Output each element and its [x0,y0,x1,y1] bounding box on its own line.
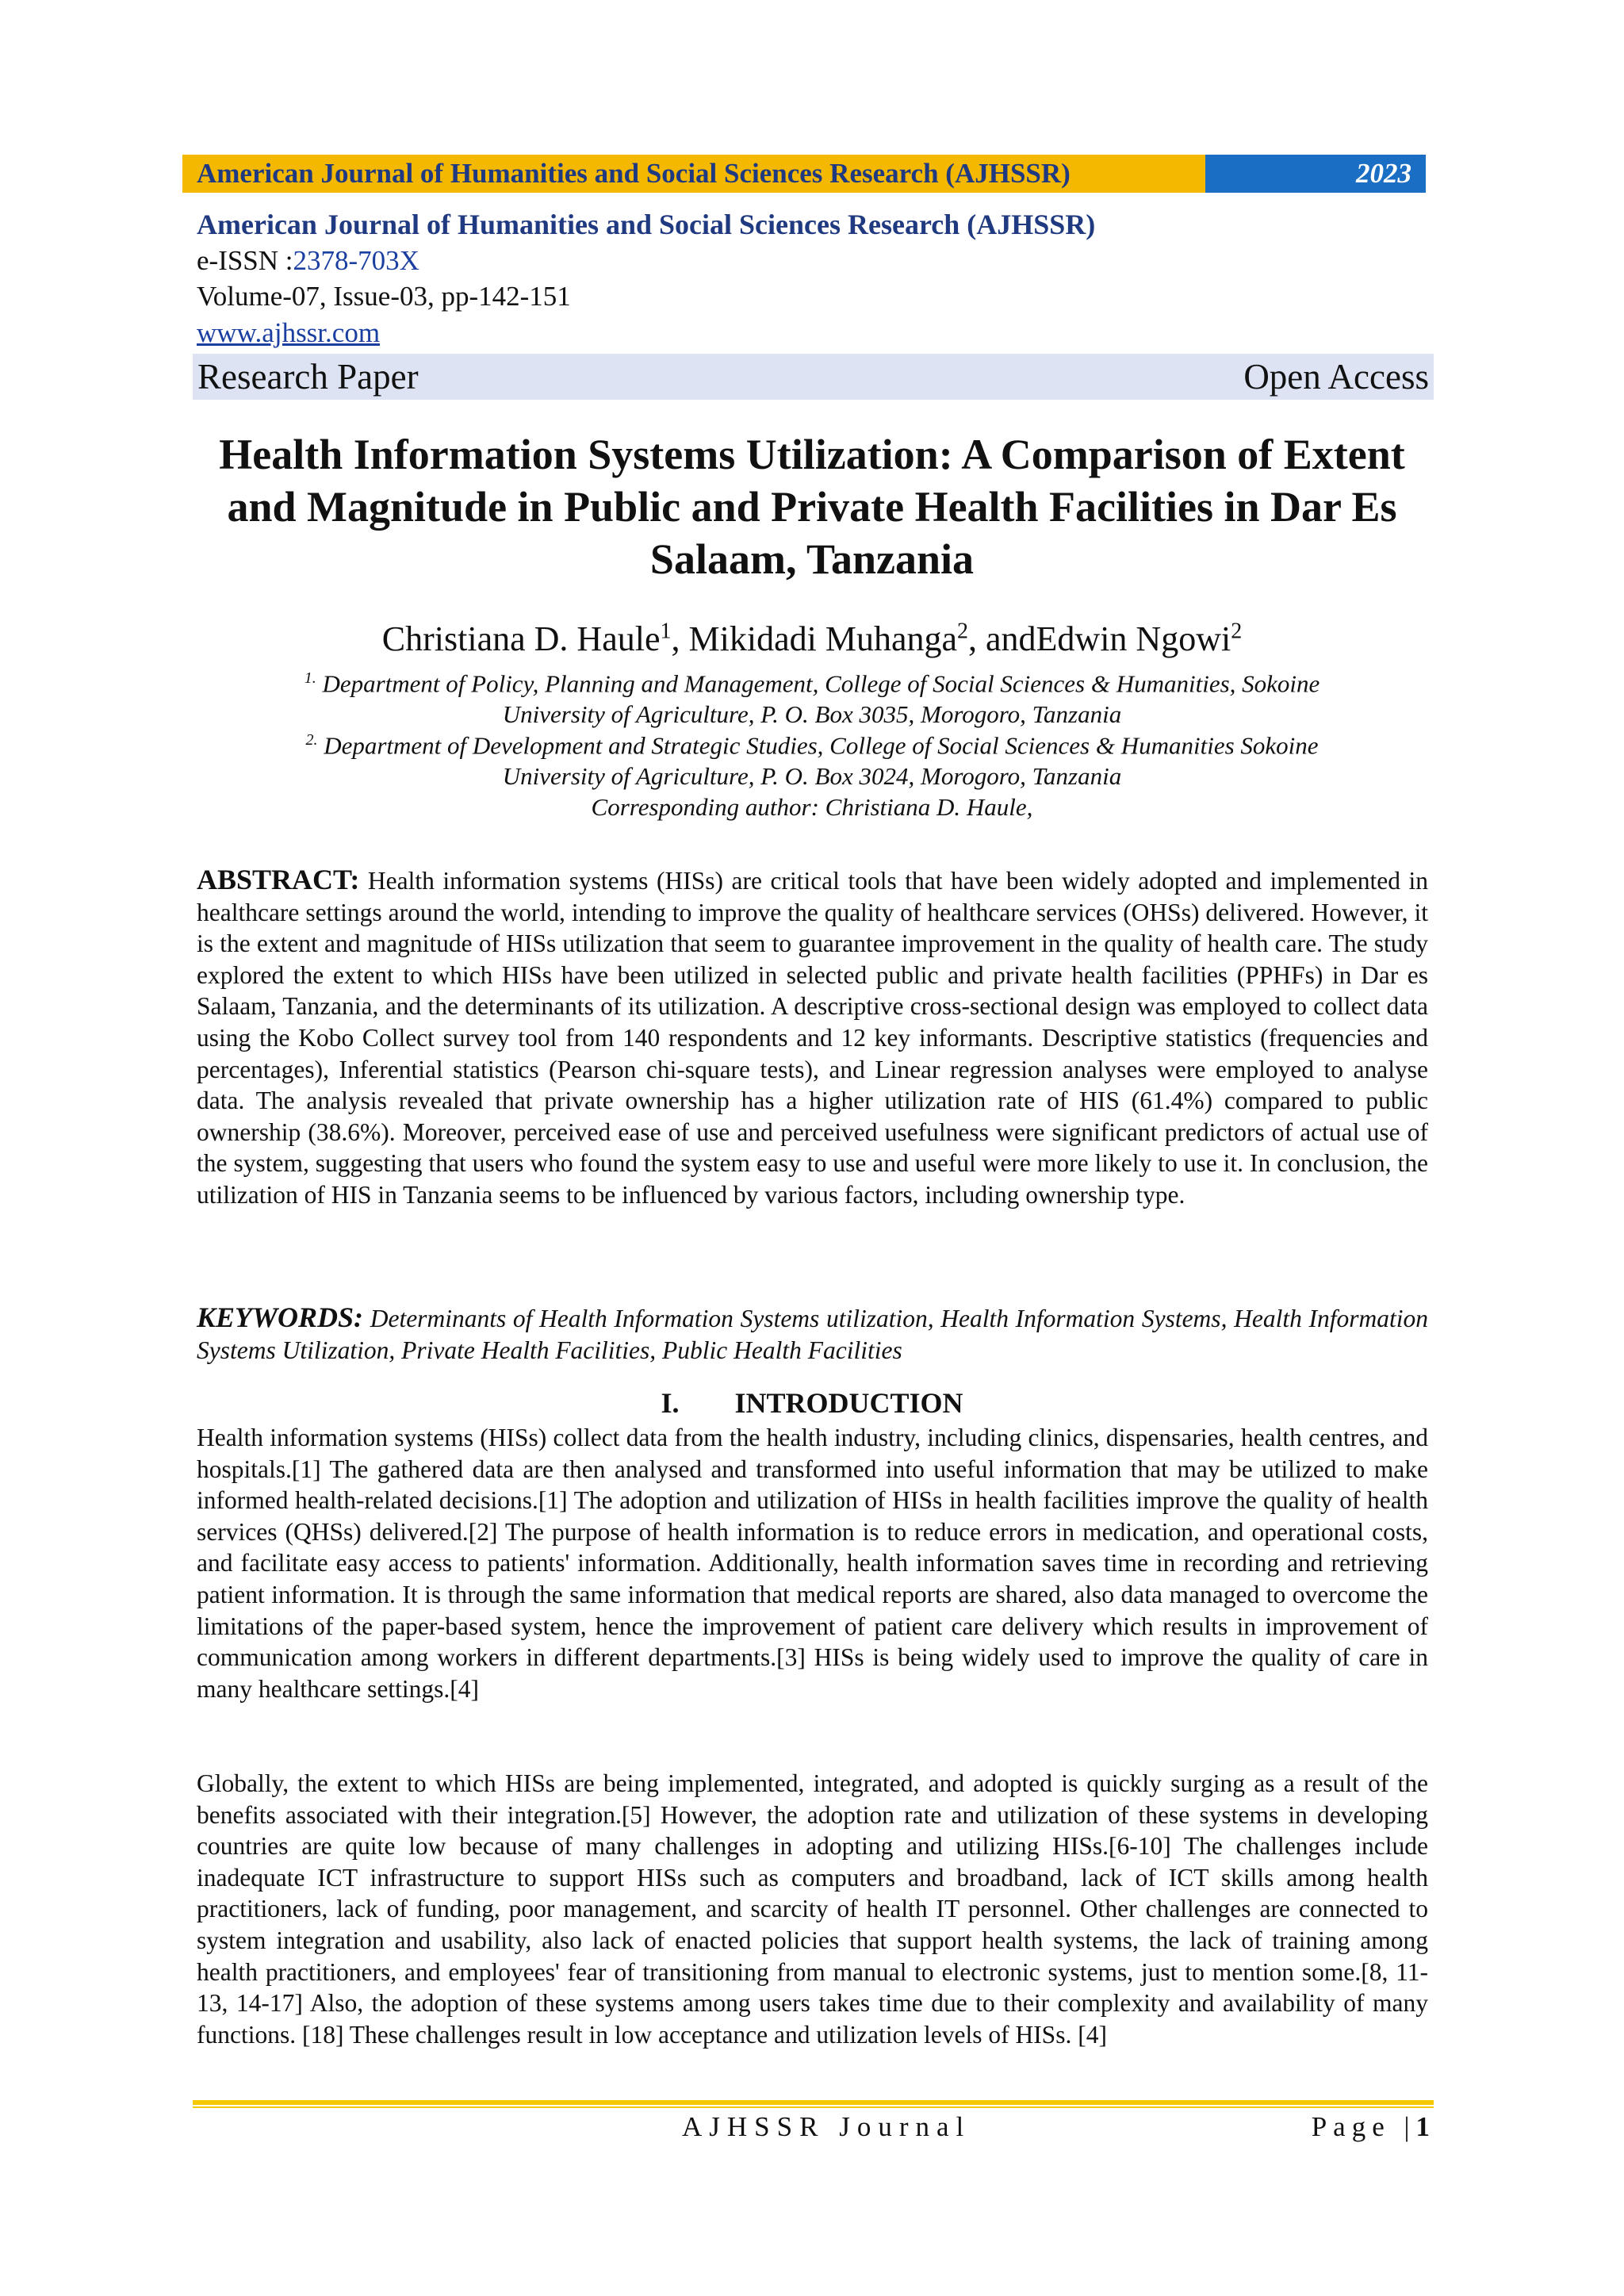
title-line: Health Information Systems Utilization: A Comparison of Extent [219,431,1405,478]
author-list [182,619,1442,659]
title-line: and Magnitude in Public and Private Health Facilities in Dar Es [227,483,1397,531]
section-title: INTRODUCTION [734,1387,963,1419]
footer-journal-name: AJHSSR Journal [682,2111,971,2142]
affiliation-text: University of Agriculture, P. O. Box 3024, Morogoro, Tanzania [502,762,1122,791]
footer-page-number [1312,2111,1430,2143]
title-line: Salaam, Tanzania [649,535,975,583]
article-type-bar [193,354,1434,400]
eissn-value: 2378-703X [293,245,419,276]
header-journal-name: American Journal of Humanities and Social Sciences Research (AJHSSR) [182,155,1205,193]
research-paper-label: Research Paper [197,357,419,397]
author-name: Edwin Ngowi [1036,619,1231,658]
eissn-label: e-ISSN : [197,245,293,276]
corresponding-author: Corresponding author: Christiana D. Haule, [591,793,1033,822]
author-affiliation-marker: 2 [957,619,969,644]
affiliation-1 [182,663,1442,730]
affiliation-text: Department of Development and Strategic Studies, College of Social Sciences & Humanities Sokoine [324,731,1319,760]
open-access-label: Open Access [1243,357,1429,397]
paper-title [182,428,1442,585]
page-label: Page | [1311,2111,1416,2142]
keywords [197,1302,1428,1366]
footer-divider-thin [193,2106,1434,2108]
section-number: I. [661,1387,680,1419]
abstract [197,864,1428,1211]
footer-divider [193,2100,1434,2105]
affiliation-marker: 2. [305,731,318,749]
section-heading [182,1386,1442,1420]
author-affiliation-marker: 2 [1231,619,1243,644]
affiliation-text: University of Agriculture, P. O. Box 3035, Morogoro, Tanzania [502,700,1122,729]
abstract-text: Health information systems (HISs) are critical tools that have been widely adopted and implemented in healthcare settings around the world, intending to improve the quality of healthcare services (OHSs) delivered. However, it is the extent and magnitude of HISs utilization that seem to guarantee improvement in the quality of health care. The study explored the extent to which HISs have been utilized in selected public and private health facilities (PPHFs) in Dar es Salaam, Tanzania, and the determinants of its utilization. A descriptive cross-sectional design was employed to collect data using the Kobo Collect survey tool from 140 respondents and 12 key informants. Descriptive statistics (frequencies and percentages), Inferential statistics (Pearson chi-square tests), and Linear regression analyses were employed to analyse data. The analysis revealed that private ownership has a higher utilization rate of HIS (61.4%) compared to public ownership (38.6%). Moreover, perceived ease of use and perceived usefulness were significant predictors of actual use of the system, suggesting that users who found the system easy to use and useful were more likely to use it. In conclusion, the utilization of HIS in Tanzania seems to be influenced by various factors, including ownership type. [197,867,1429,1209]
website-link[interactable]: www.ajhssr.com [197,317,381,348]
author-separator: , [671,619,689,658]
author-separator: , and [968,619,1036,658]
keywords-text: Determinants of Health Information Systems utilization, Health Information Systems, Health Information Systems Utilization, Private Health Facilities, Public Health Facilities [197,1305,1429,1364]
volume-line: Volume-07, Issue-03, pp-142-151 [197,281,571,312]
affiliation-text: Department of Policy, Planning and Management, College of Social Sciences & Humanities, Sokoine [322,669,1320,698]
header-year: 2023 [1205,155,1426,193]
page-number: 1 [1415,2111,1430,2142]
author-affiliation-marker: 1 [660,619,672,644]
affiliation-marker: 1. [304,669,316,687]
affiliation-2 [182,725,1442,822]
eissn-line [197,245,419,277]
author-name: Mikidadi Muhanga [688,619,958,658]
journal-name: American Journal of Humanities and Social Sciences Research (AJHSSR) [197,209,1096,240]
paragraph: Health information systems (HISs) collect data from the health industry, including clinics, dispensaries, health centres, and hospitals.[1] The gathered data are then analysed and transformed into useful information that may be utilized to make informed health-related decisions.[1] The adoption and utilization of HISs in health facilities improve the quality of health services (QHSs) delivered.[2] The purpose of health information is to reduce errors in medication, and operational costs, and facilitate easy access to patients' information. Additionally, health information saves time in recording and retrieving patient information. It is through the same information that medical reports are shared, also data managed to overcome the limitations of the paper-based system, hence the improvement of patient care delivery which results in improvement of communication among workers in different departments.[3] HISs is being widely used to improve the quality of care in many healthcare settings.[4] [197,1424,1428,1703]
author-name: Christiana D. Haule [381,619,661,658]
abstract-label: ABSTRACT: [197,864,360,895]
paragraph: Globally, the extent to which HISs are being implemented, integrated, and adopted is quickly surging as a result of the benefits associated with their integration.[5] However, the adoption rate and utilization of these systems in developing countries are quite low because of many challenges in adopting and utilizing HISs.[6-10] The challenges include inadequate ICT infrastructure to support HISs such as computers and broadband, lack of ICT skills among health practitioners, lack of funding, poor management, and scarcity of health IT personnel. Other challenges are connected to system integration and usability, also lack of enacted policies that support health systems, the lack of training among health practitioners, and employees' fear of transitioning from manual to electronic systems, just to mention some.[8, 11-13, 14-17] Also, the adoption of these systems among users takes time due to their complexity and availability of many functions. [18] These challenges result in low acceptance and utilization levels of HISs. [4] [197,1769,1428,2049]
journal-header-banner [182,155,1426,193]
keywords-label: KEYWORDS: [197,1301,364,1333]
